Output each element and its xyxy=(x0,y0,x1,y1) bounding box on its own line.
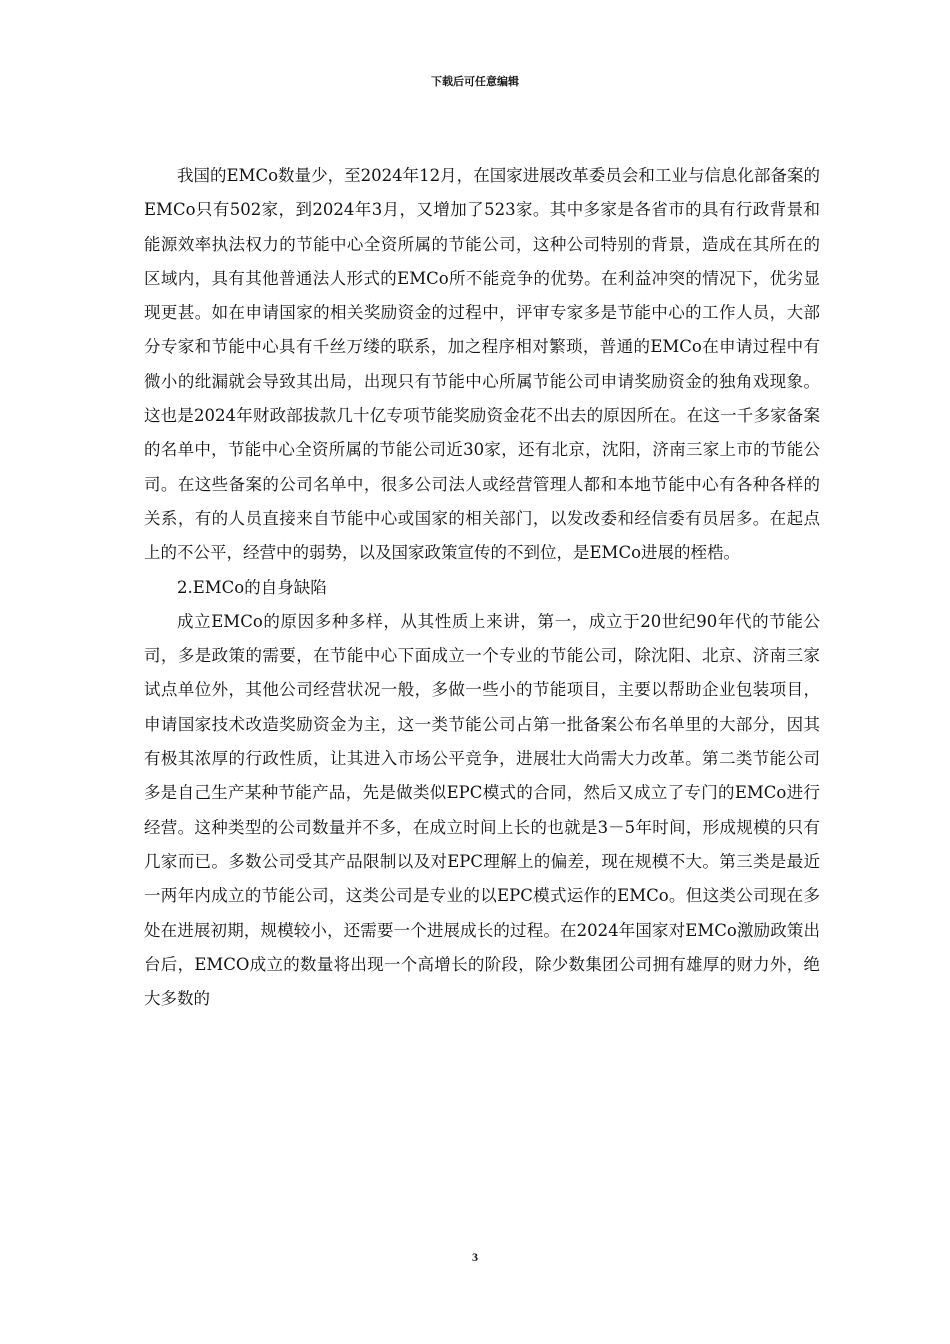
page-number: 3 xyxy=(472,1250,478,1264)
document-body xyxy=(144,159,820,1016)
page-header: 下载后可任意编辑 xyxy=(431,75,519,88)
section-heading: 2.EMCo的自身缺陷 xyxy=(177,577,327,597)
body-paragraph-1: 我国的EMCo数量少，至2024年12月，在国家进展改革委员会和工业与信息化部备案的EMCo只有502家，到2024年3月，又增加了523家。其中多家是各省市的具有行政背景和能源效率执法权力的节能中心全资所属的节能公司，这种公司特别的背景，造成在其所在的区域内，具有其他普通法人形式的EMCo所不能竞争的优势。在利益冲突的情况下，优劣显现更甚。如在申请国家的相关奖励资金的过程中，评审专家多是节能中心的工作人员，大部分专家和节能中心具有千丝万缕的联系，加之程序相对繁琐，普通的EMCo在申请过程中有微小的纰漏就会导致其出局，出现只有节能中心所属节能公司申请奖励资金的独角戏现象。这也是2024年财政部拔款几十亿专项节能奖励资金花不出去的原因所在。在这一千多家备案的名单中，节能中心全资所属的节能公司近30家，还有北京，沈阳，济南三家上市的节能公司。在这些备案的公司名单中，很多公司法人或经营管理人都和本地节能中心有各种各样的关系，有的人员直接来自节能中心或国家的相关部门，以发改委和经信委有员居多。在起点上的不公平，经营中的弱势，以及国家政策宣传的不到位，是EMCo进展的桎梏。 xyxy=(144,166,820,563)
body-paragraph-2: 成立EMCo的原因多种多样，从其性质上来讲，第一，成立于20世纪90年代的节能公司，多是政策的需要，在节能中心下面成立一个专业的节能公司，除沈阳、北京、济南三家试点单位外，其他公司经营状况一般，多做一些小的节能项目，主要以帮助企业包装项目，申请国家技术改造奖励资金为主，这一类节能公司占第一批备案公布名单里的大部分，因其有极其浓厚的行政性质，让其进入市场公平竞争，进展壮大尚需大力改革。第二类节能公司多是自己生产某种节能产品，先是做类似EPC模式的合同，然后又成立了专门的EMCo进行经营。这种类型的公司数量并不多，在成立时间上长的也就是3－5年时间，形成规模的只有几家而已。多数公司受其产品限制以及对EPC理解上的偏差，现在规模不大。第三类是最近一两年内成立的节能公司，这类公司是专业的以EPC模式运作的EMCo。但这类公司现在多处在进展初期，规模较小，还需要一个进展成长的过程。在2024年国家对EMCo激励政策出台后，EMCO成立的数量将出现一个高增长的阶段，除少数集团公司拥有雄厚的财力外，绝大多数的 xyxy=(144,611,820,1009)
